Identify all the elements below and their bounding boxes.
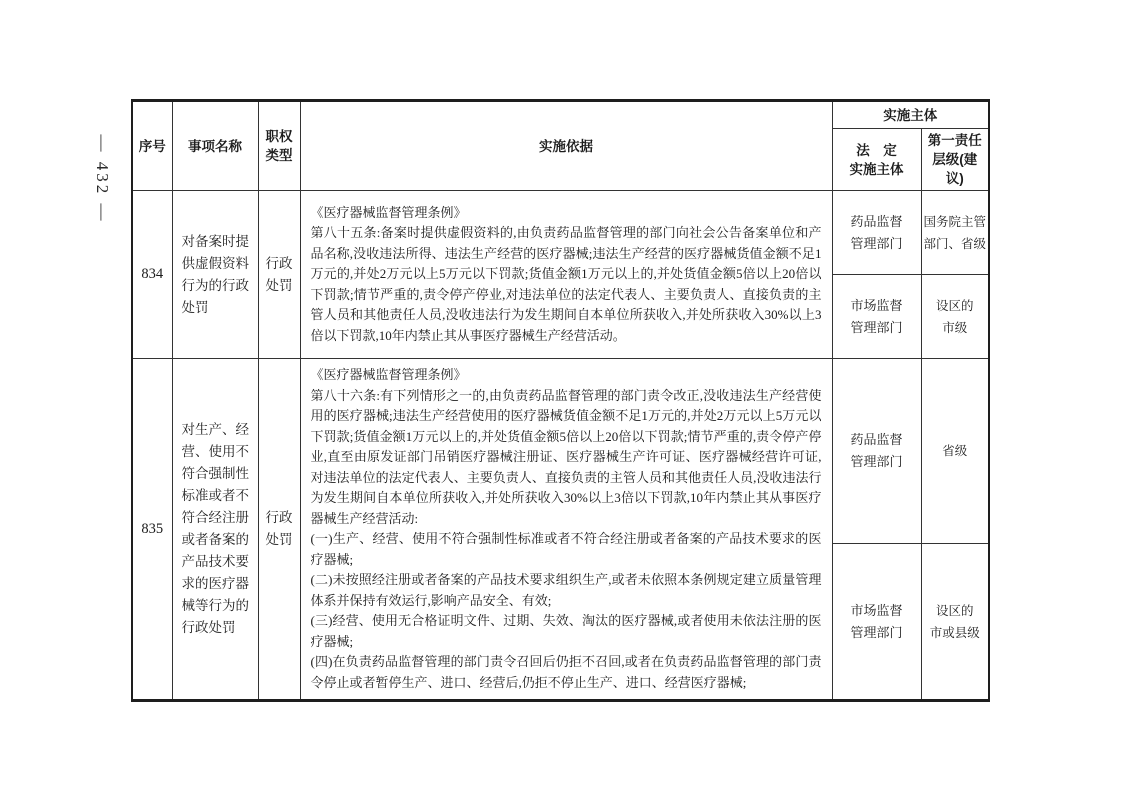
- item-name: 对备案时提 供虚假资料 行为的行政 处罚: [172, 191, 258, 359]
- basis-paragraph: (四)在负责药品监督管理的部门责令召回后仍拒不召回,或者在负责药品监督管理的部门责令停止或者暂停生产、进口、经营后,仍拒不停止生产、进口、经营医疗器械;: [310, 654, 822, 690]
- penalty-items-table: [131, 99, 990, 702]
- responsibility-level: 国务院主管 部门、省级: [921, 191, 989, 275]
- legal-subject: 市场监督 管理部门: [832, 275, 921, 359]
- authority-type: 行政 处罚: [258, 359, 300, 701]
- col-header-subject-group: 实施主体: [832, 101, 989, 129]
- basis-paragraph: 第八十五条:备案时提供虚假资料的,由负责药品监督管理的部门向社会公告备案单位和产品名称,没收违法所得、违法生产经营的医疗器械;违法生产经营的医疗器械货值金额不足1万元的,并处2万元以上5万元以下罚款;货值金额1万元以上的,并处货值金额5倍以上20倍以下罚款;情节严重的,责令停产停业,对违法单位的法定代表人、主要负责人、直接负责的主管人员和其他责任人员,没收违法行为发生期间自本单位所获收入,并处所获收入30%以上3倍以下罚款,10年内禁止其从事医疗器械生产经营活动。: [310, 225, 822, 343]
- basis-paragraph: (二)未按照经注册或者备案的产品技术要求组织生产,或者未依照本条例规定建立质量管理体系并保持有效运行,影响产品安全、有效;: [310, 572, 822, 608]
- table-row: [132, 191, 989, 275]
- authority-type: 行政 处罚: [258, 191, 300, 359]
- col-header-first-level: 第一责任 层级(建议): [921, 129, 989, 191]
- responsibility-level: 设区的 市级: [921, 275, 989, 359]
- basis-paragraph: 《医疗器械监督管理条例》: [310, 204, 467, 220]
- col-header-authority-type: 职权 类型: [258, 101, 300, 191]
- legal-subject: 市场监督 管理部门: [832, 544, 921, 701]
- col-header-item-name: 事项名称: [172, 101, 258, 191]
- basis-paragraph: (一)生产、经营、使用不符合强制性标准或者不符合经注册或者备案的产品技术要求的医疗器械;: [310, 531, 822, 567]
- col-header-basis: 实施依据: [300, 101, 832, 191]
- responsibility-level: 设区的 市或县级: [921, 544, 989, 701]
- table-row: [132, 359, 989, 544]
- col-header-serial: 序号: [132, 101, 172, 191]
- implementation-basis: [300, 359, 832, 701]
- serial-number: 834: [132, 191, 172, 359]
- serial-number: 835: [132, 359, 172, 701]
- page-number: — 432 —: [93, 134, 112, 224]
- basis-paragraph: (三)经营、使用无合格证明文件、过期、失效、淘汰的医疗器械,或者使用未依法注册的医疗器械;: [310, 613, 822, 649]
- implementation-basis: [300, 191, 832, 359]
- responsibility-level: 省级: [921, 359, 989, 544]
- legal-subject: 药品监督 管理部门: [832, 359, 921, 544]
- legal-subject: 药品监督 管理部门: [832, 191, 921, 275]
- basis-paragraph: 第八十六条:有下列情形之一的,由负责药品监督管理的部门责令改正,没收违法生产经营使用的医疗器械;违法生产经营使用的医疗器械货值金额不足1万元的,并处2万元以上5万元以下罚款;货值金额1万元以上的,并处货值金额5倍以上20倍以下罚款;情节严重的,责令停产停业,直至由原发证部门吊销医疗器械注册证、医疗器械生产许可证、医疗器械经营许可证,对违法单位的法定代表人、主要负责人、直接负责的主管人员和其他责任人员,没收违法行为发生期间自本单位所获收入,并处所获收入30%以上3倍以下罚款,10年内禁止其从事医疗器械生产经营活动:: [310, 387, 822, 526]
- basis-paragraph: 《医疗器械监督管理条例》: [310, 367, 467, 382]
- col-header-legal-subject: 法 定 实施主体: [832, 129, 921, 191]
- item-name: 对生产、经 营、使用不 符合强制性 标准或者不 符合经注册 或者备案的 产品技术要 求的医疗器 械等行为的 行政处罚: [172, 359, 258, 701]
